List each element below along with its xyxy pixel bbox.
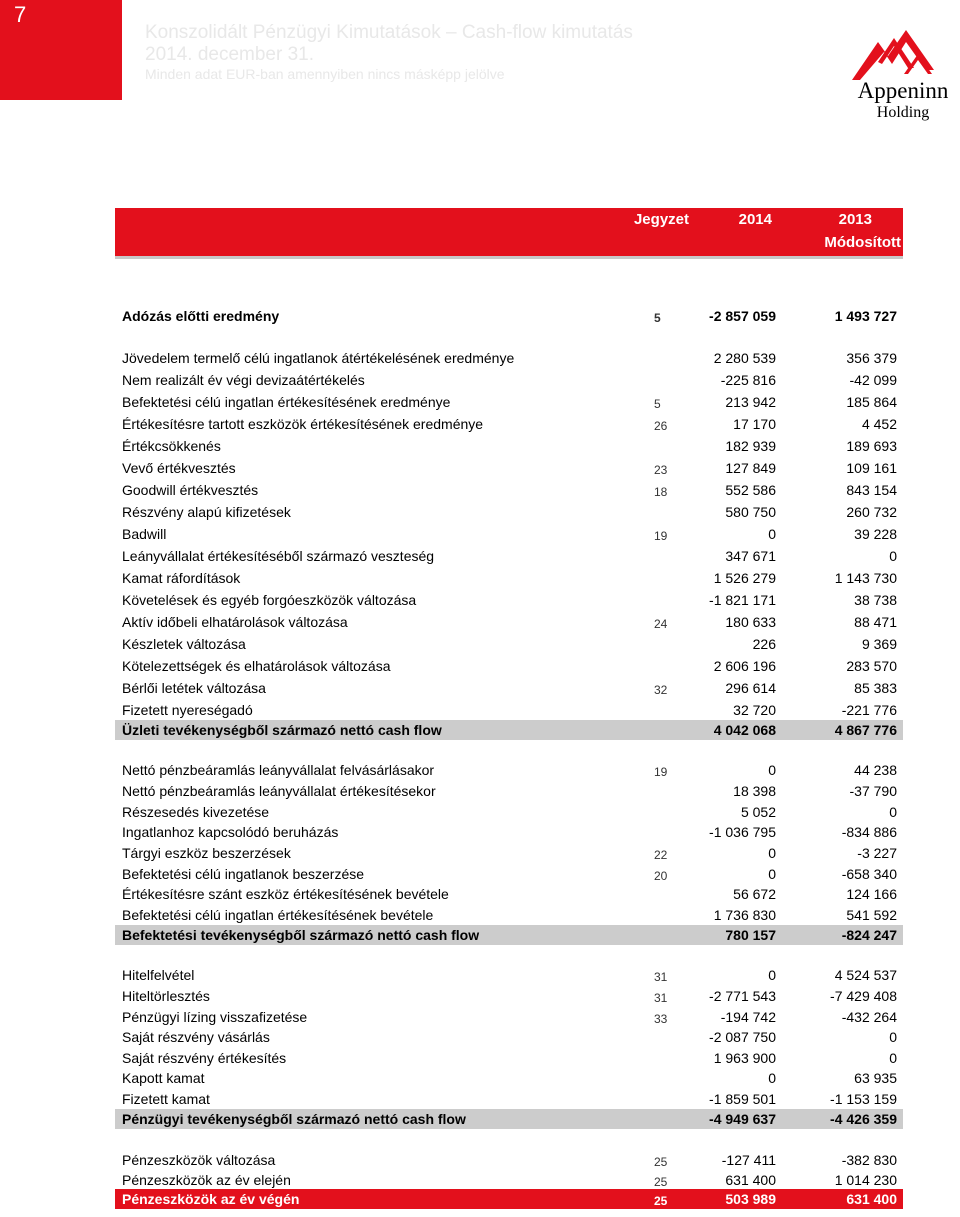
row-label: Leányvállalat értékesítéséből származó veszteség xyxy=(122,548,435,564)
table-row xyxy=(115,1150,903,1170)
row-note: 20 xyxy=(654,869,668,883)
row-value-2013: 0 xyxy=(889,1029,897,1045)
row-value-2014: 0 xyxy=(768,866,776,882)
row-value-2014: 17 170 xyxy=(733,416,776,432)
table-row xyxy=(115,781,903,801)
row-value-2013: 1 493 727 xyxy=(834,308,897,324)
row-value-2013: -3 227 xyxy=(857,845,897,861)
row-value-2014: -2 857 059 xyxy=(709,308,776,324)
row-value-2014: 18 398 xyxy=(733,783,776,799)
column-header-modified: Módosított xyxy=(824,234,901,251)
row-value-2014: 213 942 xyxy=(725,394,776,410)
row-value-2013: 283 570 xyxy=(846,658,897,674)
table-row xyxy=(115,678,903,698)
row-value-2013: 4 452 xyxy=(861,416,897,432)
row-note: 33 xyxy=(654,1012,668,1026)
row-label: Kötelezettségek és elhatárolások változása xyxy=(122,658,391,674)
row-note: 24 xyxy=(654,617,668,631)
row-value-2014: 580 750 xyxy=(725,504,776,520)
row-value-2013: -221 776 xyxy=(841,702,897,718)
row-label: Befektetési célú ingatlan értékesítésének eredménye xyxy=(122,394,451,410)
row-label: Pénzügyi lízing visszafizetése xyxy=(122,1009,308,1025)
table-row xyxy=(115,524,903,544)
row-label: Saját részvény értékesítés xyxy=(122,1050,287,1066)
logo-name: Appeninn xyxy=(857,78,949,103)
row-label: Üzleti tevékenységből származó nettó cash flow xyxy=(122,722,442,738)
row-note: 22 xyxy=(654,848,668,862)
row-value-2013: 85 383 xyxy=(854,680,897,696)
row-label: Értékcsökkenés xyxy=(122,438,221,454)
row-value-2014: 780 157 xyxy=(725,927,776,943)
table-row xyxy=(115,1109,903,1129)
table-row xyxy=(115,986,903,1006)
table-row xyxy=(115,348,903,368)
table-row xyxy=(115,1068,903,1088)
row-note: 25 xyxy=(654,1175,668,1189)
row-label: Fizetett nyereségadó xyxy=(122,702,253,718)
row-value-2014: 0 xyxy=(768,845,776,861)
row-note: 32 xyxy=(654,683,668,697)
row-value-2013: 88 471 xyxy=(854,614,897,630)
table-row xyxy=(115,864,903,884)
row-value-2014: -4 949 637 xyxy=(709,1111,776,1127)
table-row xyxy=(115,1007,903,1027)
row-label: Ingatlanhoz kapcsolódó beruházás xyxy=(122,824,339,840)
row-label: Bérlői letétek változása xyxy=(122,680,266,696)
table-row xyxy=(115,1027,903,1047)
row-label: Hitelfelvétel xyxy=(122,967,195,983)
row-label: Befektetési célú ingatlan értékesítésének bevétele xyxy=(122,907,434,923)
row-note: 5 xyxy=(654,397,661,411)
row-label: Hiteltörlesztés xyxy=(122,988,210,1004)
row-value-2014: 296 614 xyxy=(725,680,776,696)
row-value-2014: 0 xyxy=(768,1070,776,1086)
row-note: 5 xyxy=(654,311,661,325)
row-value-2014: 1 526 279 xyxy=(713,570,776,586)
table-row xyxy=(115,306,903,326)
row-label: Értékesítésre tartott eszközök értékesítésének eredménye xyxy=(122,416,484,432)
row-value-2014: -127 411 xyxy=(721,1152,776,1168)
row-value-2013: -37 790 xyxy=(849,783,897,799)
row-label: Adózás előtti eredmény xyxy=(122,308,280,324)
row-value-2013: 260 732 xyxy=(846,504,897,520)
row-label: Befektetési tevékenységből származó nettó cash flow xyxy=(122,927,480,943)
page-number-box xyxy=(0,0,122,100)
table-row xyxy=(115,634,903,654)
table-row xyxy=(115,720,903,740)
row-value-2014: 0 xyxy=(768,526,776,542)
row-label: Pénzeszközök az év elején xyxy=(122,1172,291,1188)
logo-subtitle: Holding xyxy=(876,104,930,121)
row-label: Fizetett kamat xyxy=(122,1091,210,1107)
table-row xyxy=(115,656,903,676)
row-value-2014: 631 400 xyxy=(725,1172,776,1188)
row-value-2014: -2 771 543 xyxy=(709,988,776,1004)
table-row xyxy=(115,1048,903,1068)
column-header-2014: 2014 xyxy=(738,211,772,228)
mountain-logo-icon xyxy=(848,24,958,80)
row-value-2013: -4 426 359 xyxy=(830,1111,897,1127)
row-value-2013: 1 143 730 xyxy=(834,570,897,586)
row-value-2013: -7 429 408 xyxy=(830,988,897,1004)
row-value-2013: 9 369 xyxy=(861,636,897,652)
column-header-2013: 2013 xyxy=(838,211,872,228)
row-label: Értékesítésre szánt eszköz értékesítésének bevétele xyxy=(122,886,449,902)
row-label: Tárgyi eszköz beszerzések xyxy=(122,845,291,861)
report-currency-note: Minden adat EUR-ban amennyiben nincs másképp jelölve xyxy=(145,66,505,82)
row-note: 31 xyxy=(654,991,668,1005)
row-value-2013: 356 379 xyxy=(846,350,897,366)
row-value-2013: -382 830 xyxy=(841,1152,897,1168)
table-row xyxy=(115,480,903,500)
row-value-2013: 63 935 xyxy=(854,1070,897,1086)
row-value-2014: -225 816 xyxy=(720,372,776,388)
row-value-2014: 56 672 xyxy=(733,886,776,902)
row-value-2013: 124 166 xyxy=(846,886,897,902)
row-value-2013: 631 400 xyxy=(846,1191,897,1207)
row-label: Pénzeszközök az év végén xyxy=(122,1191,300,1207)
row-note: 25 xyxy=(654,1194,668,1208)
table-row xyxy=(115,905,903,925)
row-value-2013: -1 153 159 xyxy=(830,1091,897,1107)
table-row xyxy=(115,760,903,780)
row-label: Aktív időbeli elhatárolások változása xyxy=(122,614,348,630)
row-note: 19 xyxy=(654,529,668,543)
row-label: Pénzeszközök változása xyxy=(122,1152,276,1168)
row-value-2013: 0 xyxy=(889,1050,897,1066)
table-row xyxy=(115,546,903,566)
row-label: Nettó pénzbeáramlás leányvállalat értékesítésekor xyxy=(122,783,436,799)
row-value-2013: -432 264 xyxy=(841,1009,897,1025)
row-value-2014: -1 859 501 xyxy=(709,1091,776,1107)
table-row xyxy=(115,370,903,390)
row-value-2013: 843 154 xyxy=(846,482,897,498)
row-value-2014: 347 671 xyxy=(725,548,776,564)
row-value-2014: 180 633 xyxy=(725,614,776,630)
table-row xyxy=(115,612,903,632)
row-value-2013: 109 161 xyxy=(846,460,897,476)
table-row xyxy=(115,502,903,522)
table-row xyxy=(115,822,903,842)
row-value-2014: 182 939 xyxy=(725,438,776,454)
row-value-2013: -658 340 xyxy=(841,866,897,882)
row-value-2014: -1 821 171 xyxy=(709,592,776,608)
row-label: Követelések és egyéb forgóeszközök változása xyxy=(122,592,417,608)
row-note: 31 xyxy=(654,970,668,984)
row-value-2013: 38 738 xyxy=(854,592,897,608)
row-note: 19 xyxy=(654,765,668,779)
table-row xyxy=(115,590,903,610)
report-date: 2014. december 31. xyxy=(145,44,315,65)
table-row xyxy=(115,436,903,456)
row-label: Kamat ráfordítások xyxy=(122,570,241,586)
row-value-2014: 2 606 196 xyxy=(713,658,776,674)
row-value-2014: -194 742 xyxy=(720,1009,776,1025)
row-label: Badwill xyxy=(122,526,167,542)
row-value-2014: 0 xyxy=(768,762,776,778)
row-label: Befektetési célú ingatlanok beszerzése xyxy=(122,866,365,882)
row-value-2013: 44 238 xyxy=(854,762,897,778)
row-value-2013: 0 xyxy=(889,548,897,564)
row-label: Kapott kamat xyxy=(122,1070,205,1086)
row-value-2014: 5 052 xyxy=(740,804,776,820)
row-value-2013: 189 693 xyxy=(846,438,897,454)
row-label: Nem realizált év végi devizaátértékelés xyxy=(122,372,365,388)
row-value-2013: 39 228 xyxy=(854,526,897,542)
row-value-2013: 4 867 776 xyxy=(834,722,897,738)
row-label: Nettó pénzbeáramlás leányvállalat felvásárlásakor xyxy=(122,762,435,778)
row-label: Vevő értékvesztés xyxy=(122,460,236,476)
table-row xyxy=(115,1089,903,1109)
row-value-2013: 4 524 537 xyxy=(834,967,897,983)
row-value-2013: -824 247 xyxy=(841,927,897,943)
row-note: 23 xyxy=(654,463,668,477)
report-title: Konszolidált Pénzügyi Kimutatások – Cash-flow kimutatás xyxy=(145,22,633,43)
row-value-2014: -1 036 795 xyxy=(709,824,776,840)
row-value-2014: -2 087 750 xyxy=(709,1029,776,1045)
row-value-2013: 541 592 xyxy=(846,907,897,923)
row-label: Részvény alapú kifizetések xyxy=(122,504,291,520)
row-value-2014: 4 042 068 xyxy=(713,722,776,738)
row-label: Saját részvény vásárlás xyxy=(122,1029,270,1045)
row-value-2013: -834 886 xyxy=(841,824,897,840)
row-note: 26 xyxy=(654,419,668,433)
table-row xyxy=(115,414,903,434)
row-note: 18 xyxy=(654,485,668,499)
company-logo xyxy=(848,24,958,126)
row-value-2013: -42 099 xyxy=(849,372,897,388)
row-label: Goodwill értékvesztés xyxy=(122,482,259,498)
row-value-2013: 185 864 xyxy=(846,394,897,410)
row-note: 25 xyxy=(654,1155,668,1169)
table-row xyxy=(115,700,903,720)
row-value-2014: 226 xyxy=(752,636,776,652)
table-header xyxy=(115,208,903,259)
column-header-note: Jegyzet xyxy=(633,211,689,228)
row-value-2014: 1 963 900 xyxy=(713,1050,776,1066)
table-row xyxy=(115,458,903,478)
row-label: Jövedelem termelő célú ingatlanok átértékelésének eredménye xyxy=(122,350,515,366)
row-label: Készletek változása xyxy=(122,636,246,652)
row-value-2014: 127 849 xyxy=(725,460,776,476)
row-value-2014: 32 720 xyxy=(733,702,776,718)
row-value-2014: 503 989 xyxy=(725,1191,776,1207)
table-row xyxy=(115,925,903,945)
row-value-2014: 552 586 xyxy=(725,482,776,498)
row-value-2014: 0 xyxy=(768,967,776,983)
table-row xyxy=(115,1170,903,1191)
table-row xyxy=(115,884,903,904)
row-label: Pénzügyi tevékenységből származó nettó cash flow xyxy=(122,1111,466,1127)
row-value-2013: 0 xyxy=(889,804,897,820)
table-row xyxy=(115,843,903,863)
row-value-2014: 1 736 830 xyxy=(713,907,776,923)
table-row xyxy=(115,965,903,985)
table-row xyxy=(115,802,903,822)
table-row xyxy=(115,392,903,412)
row-value-2013: 1 014 230 xyxy=(834,1172,897,1188)
page-number: 7 xyxy=(14,2,27,27)
row-label: Részesedés kivezetése xyxy=(122,804,270,820)
table-row xyxy=(115,1189,903,1209)
table-row xyxy=(115,568,903,588)
row-value-2014: 2 280 539 xyxy=(713,350,776,366)
